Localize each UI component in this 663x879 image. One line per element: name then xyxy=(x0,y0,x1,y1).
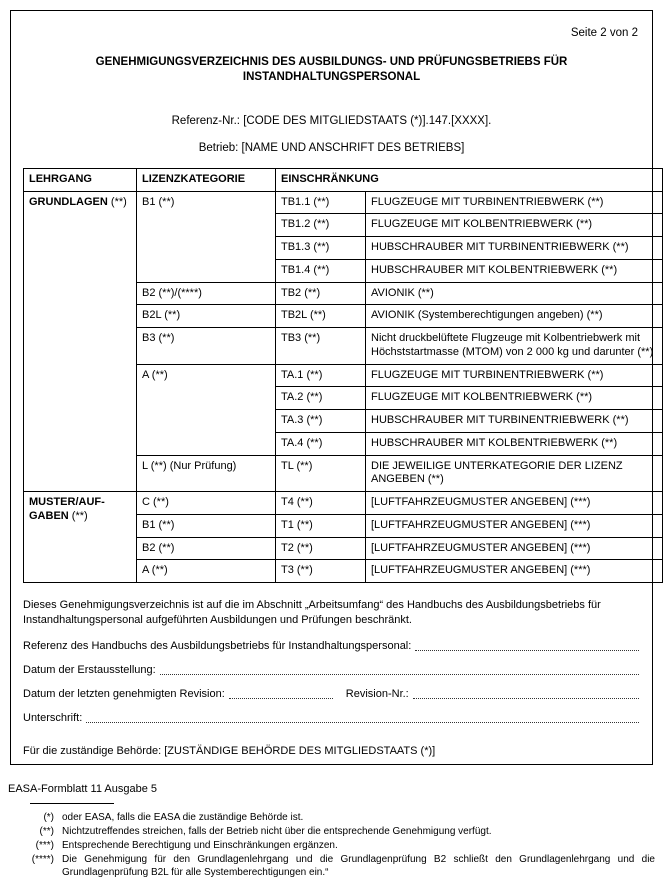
revision-number-label: Revision-Nr.: xyxy=(345,687,409,700)
first-issue-date-field xyxy=(23,664,640,676)
code-cell: T1 (**) xyxy=(276,514,366,537)
footnote-marker: (**) xyxy=(39,826,54,837)
lizenz-cell: B3 (**) xyxy=(137,328,276,365)
einschraenkung-cell: [LUFTFAHRZEUGMUSTER ANGEBEN] (***) xyxy=(366,492,663,515)
footnote-text: Entsprechende Berechtigung und Einschränkungen ergänzen. xyxy=(62,840,338,851)
lizenz-cell: A (**) xyxy=(137,364,276,455)
field-label: Unterschrift: xyxy=(23,711,83,724)
document-sheet xyxy=(10,10,653,765)
lehrgang-group-cell xyxy=(24,191,137,492)
code-cell: TB2 (**) xyxy=(276,282,366,305)
group-name: MUSTER/AUF-GABEN xyxy=(29,496,105,522)
dotted-fill-line xyxy=(413,696,639,699)
lizenz-cell: B2L (**) xyxy=(137,305,276,328)
group-name: GRUNDLAGEN xyxy=(29,195,108,208)
group-suffix: (**) xyxy=(110,195,127,208)
code-cell: TB1.2 (**) xyxy=(276,214,366,237)
footnote-marker: (****) xyxy=(31,854,54,865)
footnote xyxy=(22,825,655,838)
einschraenkung-cell: DIE JEWEILIGE UNTERKATEGORIE DER LIZENZ ANGEBEN (**) xyxy=(366,455,663,492)
code-cell: T4 (**) xyxy=(276,492,366,515)
lizenz-cell: C (**) xyxy=(137,492,276,515)
einschraenkung-cell: [LUFTFAHRZEUGMUSTER ANGEBEN] (***) xyxy=(366,514,663,537)
footnote-marker: (***) xyxy=(35,840,54,851)
column-header-einschraenkung: EINSCHRÄNKUNG xyxy=(276,168,663,191)
footnote-marker: (*) xyxy=(43,812,54,823)
group-suffix: (**) xyxy=(71,509,88,522)
code-cell: TA.1 (**) xyxy=(276,364,366,387)
lizenz-cell: L (**) (Nur Prüfung) xyxy=(137,455,276,492)
code-cell: TA.4 (**) xyxy=(276,432,366,455)
dotted-fill-line xyxy=(415,648,639,651)
document-title: GENEHMIGUNGSVERZEICHNIS DES AUSBILDUNGS- UND PRÜFUNGSBETRIEBS FÜR INSTANDHALTUNGSPERSONAL xyxy=(95,56,568,83)
einschraenkung-cell: HUBSCHRAUBER MIT KOLBENTRIEBWERK (**) xyxy=(366,259,663,282)
table-row xyxy=(24,191,663,214)
einschraenkung-cell: FLUGZEUGE MIT KOLBENTRIEBWERK (**) xyxy=(366,387,663,410)
einschraenkung-cell: HUBSCHRAUBER MIT TURBINENTRIEBWERK (**) xyxy=(366,237,663,260)
lizenz-cell: B1 (**) xyxy=(137,191,276,282)
field-label: Referenz des Handbuchs des Ausbildungsbetriebs für Instandhaltungspersonal: xyxy=(23,639,412,652)
lizenz-cell: B1 (**) xyxy=(137,514,276,537)
last-revision-date-field xyxy=(23,688,640,700)
einschraenkung-cell: [LUFTFAHRZEUGMUSTER ANGEBEN] (***) xyxy=(366,537,663,560)
einschraenkung-cell: HUBSCHRAUBER MIT TURBINENTRIEBWERK (**) xyxy=(366,410,663,433)
einschraenkung-cell: FLUGZEUGE MIT KOLBENTRIEBWERK (**) xyxy=(366,214,663,237)
einschraenkung-cell: Nicht druckbelüftete Flugzeuge mit Kolbentriebwerk mit Höchststartmasse (MTOM) von 2 000 kg und darunter (**) xyxy=(366,328,663,365)
dotted-fill-line xyxy=(160,672,639,675)
reference-number-line: Referenz-Nr.: [CODE DES MITGLIEDSTAATS (*)].147.[XXXX]. xyxy=(171,114,492,127)
einschraenkung-cell: AVIONIK (**) xyxy=(366,282,663,305)
field-label: Datum der letzten genehmigten Revision: xyxy=(23,687,225,700)
code-cell: TA.2 (**) xyxy=(276,387,366,410)
form-id-footer: EASA-Formblatt 11 Ausgabe 5 xyxy=(8,783,157,795)
footnote-text: Nichtzutreffendes streichen, falls der Betrieb nicht über die entsprechende Genehmigung verfügt. xyxy=(62,826,492,837)
approvals-table xyxy=(23,168,663,583)
column-header-lehrgang: LEHRGANG xyxy=(24,168,137,191)
code-cell: TL (**) xyxy=(276,455,366,492)
einschraenkung-cell: [LUFTFAHRZEUGMUSTER ANGEBEN] (***) xyxy=(366,560,663,583)
table-header-row xyxy=(24,168,663,191)
einschraenkung-cell: AVIONIK (Systemberechtigungen angeben) (**) xyxy=(366,305,663,328)
footnote-text: Die Genehmigung für den Grundlagenlehrgang und die Grundlagenprüfung B2 schließt den Grundlagenlehrgang und die Grundlagenprüfung B2L für alle Systemberechtigungen ein.“ xyxy=(62,854,655,878)
company-line: Betrieb: [NAME UND ANSCHRIFT DES BETRIEBS] xyxy=(198,141,465,154)
table-row xyxy=(24,492,663,515)
page-number: Seite 2 von 2 xyxy=(570,27,638,39)
footnote-separator xyxy=(30,803,114,804)
footnote xyxy=(22,811,655,824)
code-cell: TB2L (**) xyxy=(276,305,366,328)
code-cell: TB3 (**) xyxy=(276,328,366,365)
field-label: Datum der Erstausstellung: xyxy=(23,663,156,676)
scope-paragraph: Dieses Genehmigungsverzeichnis ist auf die im Abschnitt „Arbeitsumfang“ des Handbuchs des Ausbildungsbetriebs für Instandhaltungspersonal aufgeführten Ausbildungen und Prüfungen beschränkt. xyxy=(23,599,601,626)
lizenz-cell: B2 (**) xyxy=(137,537,276,560)
handbook-reference-field xyxy=(23,640,640,652)
code-cell: T3 (**) xyxy=(276,560,366,583)
footnote xyxy=(22,839,655,852)
column-header-lizenzkategorie: LIZENZKATEGORIE xyxy=(137,168,276,191)
einschraenkung-cell: HUBSCHRAUBER MIT KOLBENTRIEBWERK (**) xyxy=(366,432,663,455)
footnote xyxy=(22,853,655,879)
code-cell: TB1.3 (**) xyxy=(276,237,366,260)
footnotes-section xyxy=(22,810,655,879)
code-cell: TB1.1 (**) xyxy=(276,191,366,214)
lizenz-cell: B2 (**)/(****) xyxy=(137,282,276,305)
code-cell: TB1.4 (**) xyxy=(276,259,366,282)
code-cell: T2 (**) xyxy=(276,537,366,560)
signature-field xyxy=(23,712,640,724)
einschraenkung-cell: FLUGZEUGE MIT TURBINENTRIEBWERK (**) xyxy=(366,191,663,214)
einschraenkung-cell: FLUGZEUGE MIT TURBINENTRIEBWERK (**) xyxy=(366,364,663,387)
footnote-text: oder EASA, falls die EASA die zuständige Behörde ist. xyxy=(62,812,304,823)
lehrgang-group-cell xyxy=(24,492,137,583)
code-cell: TA.3 (**) xyxy=(276,410,366,433)
authority-line: Für die zuständige Behörde: [ZUSTÄNDIGE BEHÖRDE DES MITGLIEDSTAATS (*)] xyxy=(23,744,436,757)
lizenz-cell: A (**) xyxy=(137,560,276,583)
dotted-fill-line xyxy=(86,720,639,723)
dotted-fill-line xyxy=(229,696,333,699)
